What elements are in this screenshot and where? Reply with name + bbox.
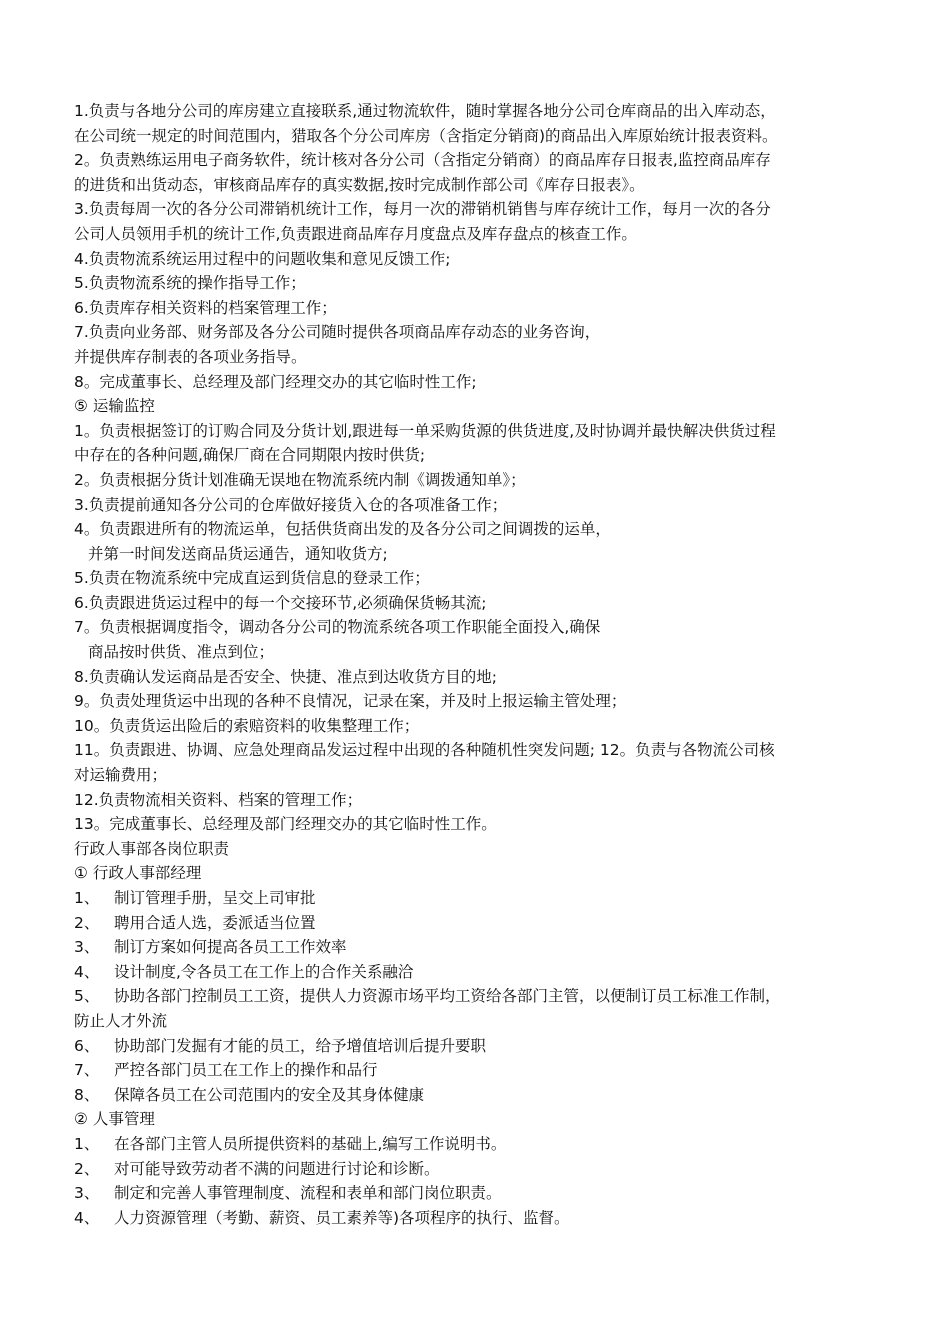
item-number: 2、	[74, 1159, 100, 1178]
list-item	[74, 1058, 904, 1083]
list-item	[74, 1083, 904, 1108]
list-item	[74, 911, 904, 936]
item-text: 人力资源管理（考勤、薪资、员工素养等)各项程序的执行、监督。	[114, 1208, 570, 1227]
text-line: 13。完成董事长、总经理及部门经理交办的其它临时性工作。	[74, 815, 497, 834]
text-line: 8.负责确认发运商品是否安全、快捷、准点到达收货方目的地;	[74, 667, 498, 686]
item-text: 制定和完善人事管理制度、流程和表单和部门岗位职责。	[114, 1184, 502, 1203]
text-line: 9。负责处理货运中出现的各种不良情况，记录在案，并及时上报运输主管处理；	[74, 692, 627, 711]
item-text: 协助部门发掘有才能的员工，给予增值培训后提升要职	[114, 1036, 487, 1055]
text-line: 2。负责根据分货计划准确无误地在物流系统内制《调拨通知单》；	[74, 470, 526, 489]
text-line: 6.负责跟进货运过程中的每一个交接环节,必须确保货畅其流;	[74, 593, 487, 612]
item-text: 设计制度,令各员工在工作上的合作关系融洽	[114, 962, 414, 981]
item-number: 5、	[74, 987, 100, 1006]
section-heading: ⑤ 运输监控	[74, 397, 155, 416]
text-line: 1.负责与各地分公司的库房建立直接联系,通过物流软件，随时掌握各地分公司仓库商品的出入库动态，	[74, 102, 776, 120]
list-item	[74, 886, 904, 911]
list-item	[74, 935, 904, 960]
text-line: 并提供库存制表的各项业务指导。	[74, 347, 307, 366]
text-line: 8。完成董事长、总经理及部门经理交办的其它临时性工作;	[74, 372, 477, 391]
list-item	[74, 1181, 904, 1206]
item-text: 在各部门主管人员所提供资料的基础上,编写工作说明书。	[114, 1134, 507, 1153]
text-line: 5.负责在物流系统中完成直运到货信息的登录工作；	[74, 569, 430, 588]
text-line: 5.负责物流系统的操作指导工作；	[74, 274, 306, 293]
list-item	[74, 1034, 904, 1059]
item-text: 制订方案如何提高各员工工作效率	[114, 938, 347, 957]
item-number: 3、	[74, 938, 100, 957]
item-number: 8、	[74, 1085, 100, 1104]
item-number: 7、	[74, 1061, 100, 1080]
item-number: 1、	[74, 1134, 100, 1153]
text-line: 公司人员领用手机的统计工作,负责跟进商品库存月度盘点及库存盘点的核查工作。	[74, 224, 637, 243]
text-line: 3.负责每周一次的各分公司滞销机统计工作，每月一次的滞销机销售与库存统计工作，每月一次的各分	[74, 200, 771, 219]
text-line: 7.负责向业务部、财务部及各分公司随时提供各项商品库存动态的业务咨询，	[74, 323, 601, 342]
text-line: 10。负责货运出险后的索赔资料的收集整理工作；	[74, 716, 420, 735]
item-text: 严控各部门员工在工作上的操作和品行	[114, 1061, 378, 1080]
item-text: 制订管理手册，呈交上司审批	[114, 889, 316, 907]
section-heading: ② 人事管理	[74, 1110, 155, 1129]
text-line: 中存在的各种问题,确保厂商在合同期限内按时供货;	[74, 446, 426, 465]
list-item	[74, 960, 904, 985]
text-line: 1。负责根据签订的订购合同及分货计划,跟进每一单采购货源的供货进度,及时协调并最快解决供货过程	[74, 421, 776, 440]
text-line: 并第一时间发送商品货运通告，通知收货方;	[88, 544, 388, 563]
section-heading: ① 行政人事部经理	[74, 864, 202, 883]
item-text: 保障各员工在公司范围内的安全及其身体健康	[114, 1085, 425, 1104]
text-line: 3.负责提前通知各分公司的仓库做好接货入仓的各项准备工作；	[74, 495, 508, 514]
text-line: 在公司统一规定的时间范围内，猎取各个分公司库房（含指定分销商)的商品出入库原始统计报表资料。	[74, 126, 778, 145]
text-line: 的进货和出货动态，审核商品库存的真实数据,按时完成制作部公司《库存日报表》。	[74, 175, 645, 194]
item-number: 3、	[74, 1184, 100, 1203]
text-line: 12.负责物流相关资料、档案的管理工作；	[74, 790, 363, 809]
text-line: 4.负责物流系统运用过程中的问题收集和意见反馈工作;	[74, 249, 451, 268]
list-item	[74, 1132, 904, 1157]
item-number: 2、	[74, 913, 100, 932]
document-page	[74, 99, 904, 1230]
list-item	[74, 1157, 904, 1182]
text-line: 7。负责根据调度指令，调动各分公司的物流系统各项工作职能全面投入,确保	[74, 618, 601, 637]
text-line: 2。负责熟练运用电子商务软件，统计核对各分公司（含指定分销商）的商品库存日报表,监控商品库存	[74, 151, 771, 170]
item-text: 协助各部门控制员工工资，提供人力资源市场平均工资给各部门主管，以便制订员工标准工作制，	[114, 987, 781, 1006]
item-number: 1、	[74, 889, 100, 907]
section-title: 行政人事部各岗位职责	[74, 839, 230, 858]
list-item	[74, 984, 904, 1009]
text-line: 商品按时供货、准点到位；	[88, 643, 275, 662]
item-number: 6、	[74, 1036, 100, 1055]
text-line: 11。负责跟进、协调、应急处理商品发运过程中出现的各种随机性突发问题; 12。负责与各物流公司核	[74, 741, 775, 760]
text-line: 对运输费用；	[74, 766, 168, 785]
text-line: 4。负责跟进所有的物流运单，包括供货商出发的及各分公司之间调拨的运单，	[74, 520, 611, 539]
text-line: 6.负责库存相关资料的档案管理工作；	[74, 298, 337, 317]
list-item-continuation: 防止人才外流	[74, 1011, 168, 1030]
item-text: 对可能导致劳动者不满的问题进行讨论和诊断。	[114, 1159, 440, 1178]
item-text: 聘用合适人选，委派适当位置	[114, 913, 316, 932]
list-item	[74, 1206, 904, 1231]
item-number: 4、	[74, 1208, 100, 1227]
item-number: 4、	[74, 962, 100, 981]
